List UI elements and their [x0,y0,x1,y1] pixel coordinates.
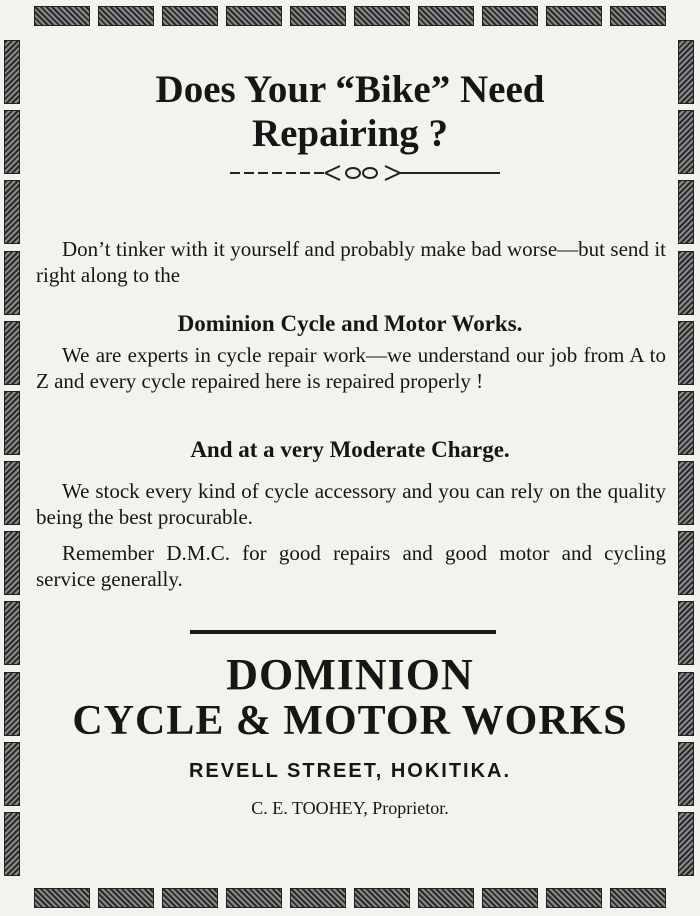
paragraph-remember: Remember D.M.C. for good repairs and good motor and cycling service generally. [36,541,666,591]
border-bottom [34,888,666,910]
paragraph-intro: Don’t tinker with it yourself and probably make bad worse—but send it right along to the [36,237,666,287]
border-right [678,40,696,876]
company-name-line-2: CYCLE & MOTOR WORKS [72,698,628,744]
border-top [34,6,666,28]
horizontal-rule [190,630,496,634]
proprietor: C. E. TOOHEY, Proprietor. [251,798,449,818]
headline-line-2: Repairing ? [251,112,449,155]
headline-line-1: Does Your “Bike” Need [155,68,545,111]
border-left [4,40,22,876]
address: REVELL STREET, HOKITIKA. [188,760,512,782]
ornament-divider-icon [230,160,500,186]
company-name-line-1: DOMINION [226,650,474,699]
paragraph-experts: We are experts in cycle repair work—we understand our job from A to Z and every cycle repaired here is repaired properly ! [36,343,666,393]
headline [34,68,666,156]
business-name: Dominion Cycle and Motor Works. [177,311,523,336]
paragraph-accessories: We stock every kind of cycle accessory and you can rely on the quality being the best procurable. [36,479,666,529]
charge-line: And at a very Moderate Charge. [190,437,510,462]
